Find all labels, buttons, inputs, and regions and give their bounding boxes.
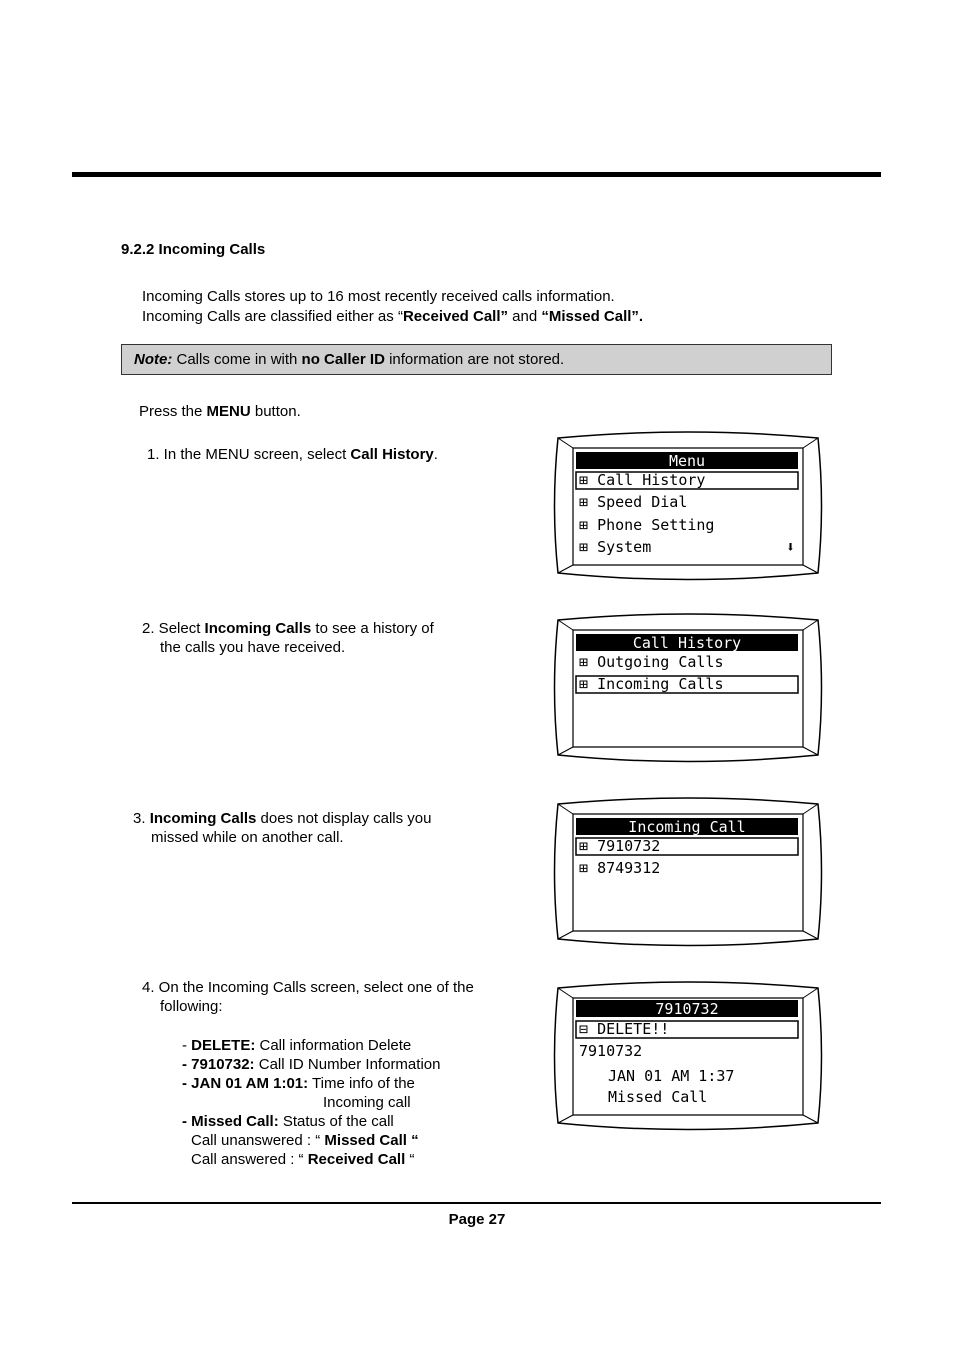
footer-rule [72, 1202, 881, 1204]
svg-text:⊟ DELETE!!: ⊟ DELETE!! [579, 1020, 670, 1038]
step-2: 2. Select Incoming Calls to see a history of the calls you have received. [142, 620, 434, 656]
svg-text:JAN 01 AM 1:37: JAN 01 AM 1:37 [608, 1067, 735, 1085]
lcd-call-history-screen [553, 610, 823, 766]
svg-text:Missed Call: Missed Call [608, 1088, 708, 1106]
step-3: 3. Incoming Calls does not display calls you missed while on another call. [133, 810, 432, 846]
svg-text:⊞ Outgoing Calls: ⊞ Outgoing Calls [579, 653, 724, 671]
svg-text:⊞ Speed Dial: ⊞ Speed Dial [579, 493, 688, 511]
svg-text:7910732: 7910732 [655, 1000, 719, 1018]
scroll-down-icon: ⬇ [786, 538, 796, 556]
lcd-menu-screen [553, 428, 823, 584]
svg-text:Incoming Call: Incoming Call [628, 818, 746, 836]
options-list: - DELETE: Call information Delete - 7910732: Call ID Number Information - JAN 01 AM 1:01: Time info of the Incoming call - Missed Call: Status of the call Call unanswered : “ Missed Call “ Call answered : “ Received Call “ [182, 1037, 441, 1168]
svg-text:⊞ 7910732: ⊞ 7910732 [579, 837, 661, 855]
svg-text:⊞ 8749312: ⊞ 8749312 [579, 859, 661, 877]
section-title: 9.2.2 Incoming Calls [121, 241, 266, 258]
note-box: Note: Calls come in with no Caller ID information are not stored. [121, 344, 832, 375]
lcd-detail-screen [553, 978, 823, 1134]
intro-text [142, 287, 643, 327]
option-number: - 7910732: Call ID Number Information [182, 1056, 441, 1073]
call-answered: Call answered : “ Received Call “ [191, 1151, 415, 1168]
page-number: Page 27 [448, 1211, 506, 1228]
press-menu-text: Press the MENU button. [139, 403, 301, 420]
svg-text:7910732: 7910732 [579, 1042, 643, 1060]
note-label: Note: [134, 351, 173, 368]
header-rule [72, 172, 881, 177]
step-1: 1. In the MENU screen, select Call History. [147, 446, 438, 463]
step-4: 4. On the Incoming Calls screen, select one of the following: [142, 979, 474, 1015]
option-time: - JAN 01 AM 1:01: Time info of the [182, 1075, 415, 1092]
svg-text:⊞ Call History: ⊞ Call History [579, 471, 706, 489]
intro-line-1: Incoming Calls stores up to 16 most recently received calls information. [142, 288, 615, 305]
svg-text:⊞ Phone Setting: ⊞ Phone Setting [579, 516, 715, 534]
lcd-menu-title: Menu [668, 452, 706, 470]
lcd-incoming-screen [553, 794, 823, 950]
svg-text:⊞ Incoming Calls: ⊞ Incoming Calls [579, 675, 724, 693]
option-missed: - Missed Call: Status of the call [182, 1113, 394, 1130]
option-delete: - DELETE: Call information Delete [182, 1037, 412, 1054]
intro-line-2: Incoming Calls are classified either as “Received Call” and “Missed Call”. [142, 308, 644, 325]
svg-text:Call History: Call History [632, 634, 742, 652]
call-unanswered: Call unanswered : “ Missed Call “ [191, 1132, 419, 1149]
svg-text:⊞ System: ⊞ System [579, 538, 652, 556]
